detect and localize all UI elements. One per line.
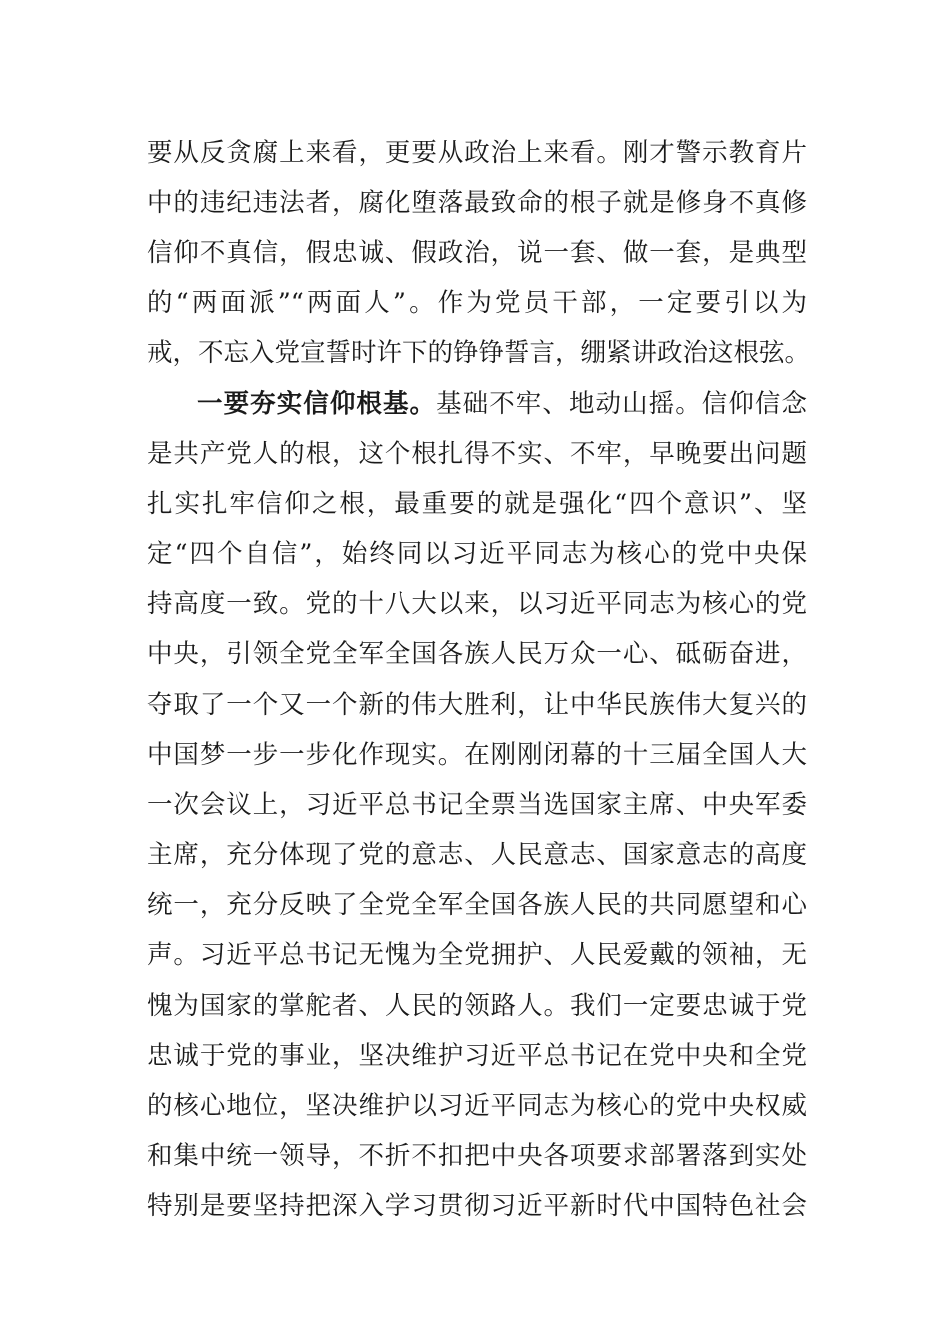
text-line-4: 的“两面派”“两面人”。作为党员干部，一定要引以为 <box>147 288 807 318</box>
text-line-2: 中的违纪违法者，腐化堕落最致命的根子就是修身不真修 <box>147 188 807 218</box>
text-line-10: 持高度一致。党的十八大以来，以习近平同志为核心的党 <box>147 589 807 619</box>
text-line-17: 声。习近平总书记无愧为全党拥护、人民爱戴的领袖，无 <box>147 940 807 970</box>
text-line-22: 特别是要坚持把深入学习贯彻习近平新时代中国特色社会 <box>147 1191 807 1221</box>
text-line-21: 和集中统一领导，不折不扣把中央各项要求部署落到实处 <box>147 1141 807 1171</box>
section-heading-continuation: 基础不牢、地动山摇。信仰信念 <box>436 389 807 419</box>
text-line-14: 一次会议上，习近平总书记全票当选国家主席、中央军委 <box>147 790 807 820</box>
text-line-19: 忠诚于党的事业，坚决维护习近平总书记在党中央和全党 <box>147 1041 807 1071</box>
text-line-7: 是共产党人的根，这个根扎得不实、不牢，早晚要出问题 <box>147 439 807 469</box>
section-heading: 一要夯实信仰根基。 <box>197 389 437 419</box>
text-line-3: 信仰不真信，假忠诚、假政治，说一套、做一套，是典型 <box>147 238 807 268</box>
text-line-15: 主席，充分体现了党的意志、人民意志、国家意志的高度 <box>147 840 807 870</box>
text-line-11: 中央，引领全党全军全国各族人民万众一心、砥砺奋进， <box>147 639 807 669</box>
text-line-5: 戒，不忘入党宣誓时许下的铮铮誓言，绷紧讲政治这根弦。 <box>147 338 811 368</box>
text-line-12: 夺取了一个又一个新的伟大胜利，让中华民族伟大复兴的 <box>147 690 807 720</box>
text-line-13: 中国梦一步一步化作现实。在刚刚闭幕的十三届全国人大 <box>147 740 807 770</box>
text-line-1: 要从反贪腐上来看，更要从政治上来看。刚才警示教育片 <box>147 138 807 168</box>
section-heading-line <box>197 384 807 424</box>
text-line-16: 统一，充分反映了全党全军全国各族人民的共同愿望和心 <box>147 890 807 920</box>
text-line-8: 扎实扎牢信仰之根，最重要的就是强化“四个意识”、坚 <box>147 489 807 519</box>
text-line-20: 的核心地位，坚决维护以习近平同志为核心的党中央权威 <box>147 1091 807 1121</box>
text-line-9: 定“四个自信”，始终同以习近平同志为核心的党中央保 <box>147 539 807 569</box>
text-line-18: 愧为国家的掌舵者、人民的领路人。我们一定要忠诚于党 <box>147 991 807 1021</box>
